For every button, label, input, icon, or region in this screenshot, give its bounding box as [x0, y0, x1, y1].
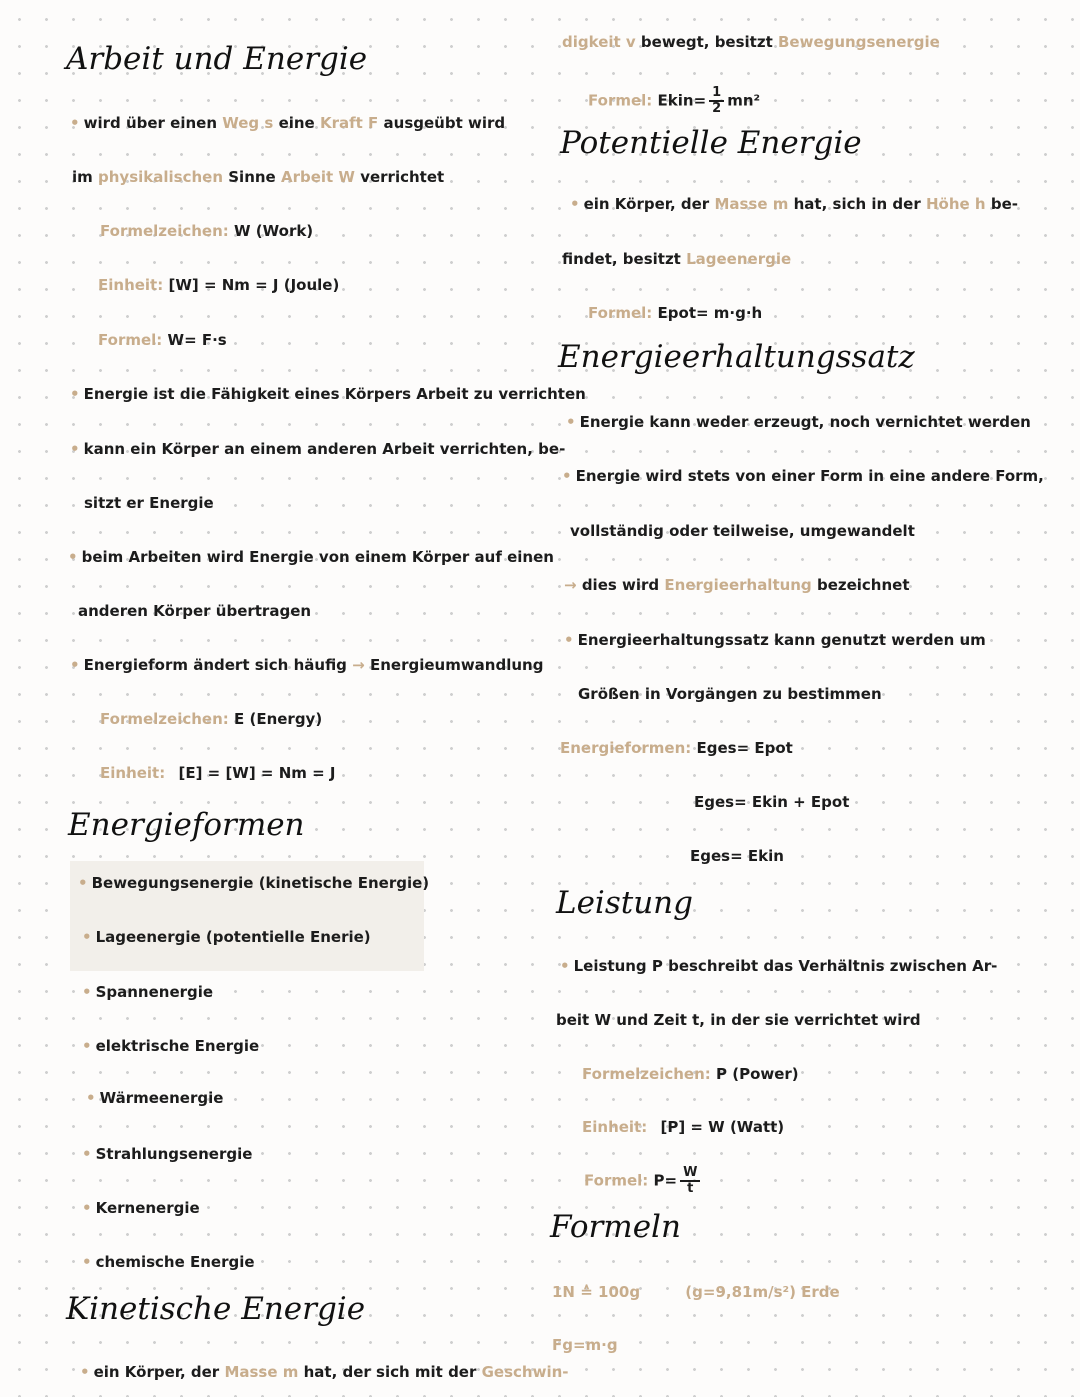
text: Energieumwandlung [369, 656, 544, 674]
bullet-dot: • [70, 656, 80, 674]
formel-p [584, 1166, 703, 1196]
text: bezeichnet [816, 576, 910, 594]
value: Eges= Ekin + Epot [694, 793, 850, 811]
denominator: t [687, 1181, 694, 1196]
text: findet, besitzt [562, 250, 681, 268]
text: ein Körper, der [93, 1363, 220, 1381]
bullet-dot: • [70, 114, 80, 132]
erhaltung-line-6 [578, 684, 882, 704]
form-item-3 [82, 982, 213, 1002]
highlight-masse: Masse m [224, 1363, 299, 1381]
energie-line-1 [70, 384, 586, 404]
form-item-4 [82, 1036, 259, 1056]
numerator: 1 [709, 86, 724, 102]
text: Energie wird stets von einer Form in eine andere Form, [575, 467, 1044, 485]
bullet-dot: • [70, 440, 80, 458]
text: Größen in Vorgängen zu bestimmen [578, 685, 882, 703]
bullet-dot: • [82, 1253, 92, 1271]
label: Formel: [588, 304, 653, 322]
value: P (Power) [716, 1065, 799, 1083]
highlight-kraft: Kraft F [319, 114, 379, 132]
arbeit-line-2 [72, 167, 444, 187]
value: Ekin= [657, 91, 707, 110]
arrow-icon: → [352, 656, 365, 674]
text: bewegt, besitzt [640, 33, 773, 51]
formelzeichen-e [100, 709, 322, 729]
fraction [709, 86, 724, 116]
label: Einheit: [582, 1118, 648, 1136]
denominator: 2 [712, 101, 722, 116]
highlight-energieerhaltung: Energieerhaltung [664, 576, 812, 594]
label: Formelzeichen: [100, 222, 229, 240]
formel-epot [588, 303, 762, 323]
form-item-7 [82, 1198, 200, 1218]
text: ein Körper, der [583, 195, 710, 213]
text: Energie ist die Fähigkeit eines Körpers Arbeit zu verrichten [83, 385, 586, 403]
text: beim Arbeiten wird Energie von einem Körper auf einen [81, 548, 554, 566]
text: Spannenergie [95, 983, 214, 1001]
heading-energieformen: Energieformen [68, 807, 305, 843]
bullet-dot: • [564, 631, 574, 649]
form-item-5 [86, 1088, 223, 1108]
formel-w [98, 330, 227, 350]
bullet-dot: • [560, 957, 570, 975]
text: verrichtet [360, 168, 445, 186]
bullet-dot: • [80, 1363, 90, 1381]
potentiell-line-2 [562, 249, 791, 269]
heading-leistung: Leistung [556, 885, 693, 921]
einheit-e [100, 763, 336, 783]
text: elektrische Energie [95, 1037, 260, 1055]
value: E (Energy) [234, 710, 323, 728]
energie-line-5 [78, 601, 311, 621]
text: im [72, 168, 93, 186]
highlight-hoehe: Höhe h [925, 195, 986, 213]
value: Epot= m·g·h [657, 304, 763, 322]
value: [W] = Nm = J (Joule) [168, 276, 340, 294]
value: (g=9,81m/s²) Erde [685, 1283, 840, 1301]
highlight-weg: Weg s [222, 114, 274, 132]
text: eine [278, 114, 315, 132]
arrow-icon: → [564, 576, 577, 594]
value: W (Work) [234, 222, 314, 240]
text: kann ein Körper an einem anderen Arbeit verrichten, be- [83, 440, 566, 458]
formelzeichen-w [100, 221, 313, 241]
formel-ekin [588, 86, 760, 116]
text: Lageenergie (potentielle Enerie) [95, 928, 371, 946]
potentiell-line-1 [570, 194, 1018, 214]
value: Eges= Ekin [690, 847, 784, 865]
bullet-dot: • [82, 1199, 92, 1217]
einheit-p [582, 1117, 784, 1137]
bullet-dot: • [78, 874, 88, 892]
erhaltung-line-3 [570, 521, 915, 541]
erhaltung-line-2 [562, 466, 1044, 486]
heading-formeln: Formeln [550, 1209, 681, 1245]
highlight-lageenergie: Lageenergie [686, 250, 792, 268]
formelzeichen-p [582, 1064, 799, 1084]
form-item-8 [82, 1252, 255, 1272]
energie-line-4 [68, 547, 554, 567]
form-item-6 [82, 1144, 252, 1164]
leistung-line-2 [556, 1010, 921, 1030]
leistung-line-1 [560, 956, 997, 976]
form-item-1 [78, 873, 429, 893]
arbeit-line-1 [70, 113, 505, 133]
bullet-dot: • [566, 413, 576, 431]
energieformen-formula-1 [560, 738, 793, 758]
text: ausgeübt wird [383, 114, 506, 132]
label: Formelzeichen: [100, 710, 229, 728]
bullet-dot: • [82, 1145, 92, 1163]
heading-arbeit-und-energie: Arbeit und Energie [66, 41, 368, 77]
text: dies wird [581, 576, 660, 594]
value: W= F·s [167, 331, 227, 349]
value: [E] = [W] = Nm = J [178, 764, 336, 782]
value: mn² [727, 91, 761, 110]
highlight-masse: Masse m [714, 195, 789, 213]
kinetisch-line-1 [80, 1362, 569, 1382]
label: Einheit: [98, 276, 164, 294]
bullet-dot: • [562, 467, 572, 485]
label: Formel: [98, 331, 163, 349]
text: hat, der sich mit der [303, 1363, 477, 1381]
highlight-bewegungsenergie: Bewegungsenergie [777, 33, 940, 51]
fraction [680, 1166, 700, 1196]
bullet-dot: • [68, 548, 78, 566]
bullet-dot: • [570, 195, 580, 213]
formel-list-1 [552, 1282, 840, 1302]
value: 1N ≙ 100g [552, 1283, 641, 1301]
text: Leistung P beschreibt das Verhältnis zwischen Ar- [573, 957, 998, 975]
text: Kernenergie [95, 1199, 200, 1217]
bullet-dot: • [86, 1089, 96, 1107]
heading-potentielle-energie: Potentielle Energie [560, 125, 862, 161]
text: Energieform ändert sich häufig [83, 656, 347, 674]
energieformen-formula-2 [694, 792, 849, 812]
bullet-dot: • [82, 1037, 92, 1055]
text: vollständig oder teilweise, umgewandelt [570, 522, 915, 540]
einheit-w [98, 275, 339, 295]
label: Einheit: [100, 764, 166, 782]
label: Energieformen: [560, 739, 692, 757]
label: Formel: [588, 91, 653, 110]
text: chemische Energie [95, 1253, 255, 1271]
bullet-dot: • [82, 983, 92, 1001]
text: sitzt er Energie [84, 494, 214, 512]
value: Fg=m·g [552, 1336, 618, 1354]
text: Energie kann weder erzeugt, noch vernichtet werden [579, 413, 1031, 431]
highlight-geschwindigkeit: digkeit v [562, 33, 636, 51]
text: hat, sich in der [793, 195, 921, 213]
text: anderen Körper übertragen [78, 602, 312, 620]
text: beit W und Zeit t, in der sie verrichtet wird [556, 1011, 921, 1029]
energie-line-6 [70, 655, 543, 675]
label: Formelzeichen: [582, 1065, 711, 1083]
value: P= [653, 1171, 678, 1190]
value: Eges= Epot [696, 739, 793, 757]
energie-line-3 [84, 493, 214, 513]
text: be- [990, 195, 1018, 213]
text: Sinne [228, 168, 276, 186]
kinetisch-line-2 [562, 32, 940, 52]
bullet-dot: • [82, 928, 92, 946]
energieformen-formula-3 [690, 846, 784, 866]
text: Strahlungsenergie [95, 1145, 253, 1163]
text: Wärmeenergie [99, 1089, 224, 1107]
text: Bewegungsenergie (kinetische Energie) [91, 874, 430, 892]
erhaltung-line-4 [564, 575, 910, 595]
numerator: W [680, 1166, 700, 1182]
energie-line-2 [70, 439, 565, 459]
erhaltung-line-1 [566, 412, 1031, 432]
text: Energieerhaltungssatz kann genutzt werden um [577, 631, 986, 649]
heading-energieerhaltungssatz: Energieerhaltungssatz [558, 339, 915, 375]
value: [P] = W (Watt) [660, 1118, 785, 1136]
bullet-dot: • [70, 385, 80, 403]
formel-list-2 [552, 1335, 618, 1355]
text: wird über einen [83, 114, 218, 132]
form-item-2 [82, 927, 371, 947]
heading-kinetische-energie: Kinetische Energie [66, 1291, 366, 1327]
highlight-arbeit: Arbeit W [280, 168, 355, 186]
erhaltung-line-5 [564, 630, 986, 650]
highlight-geschwindigkeit: Geschwin- [481, 1363, 569, 1381]
label: Formel: [584, 1171, 649, 1190]
highlight-physikalisch: physikalischen [98, 168, 224, 186]
